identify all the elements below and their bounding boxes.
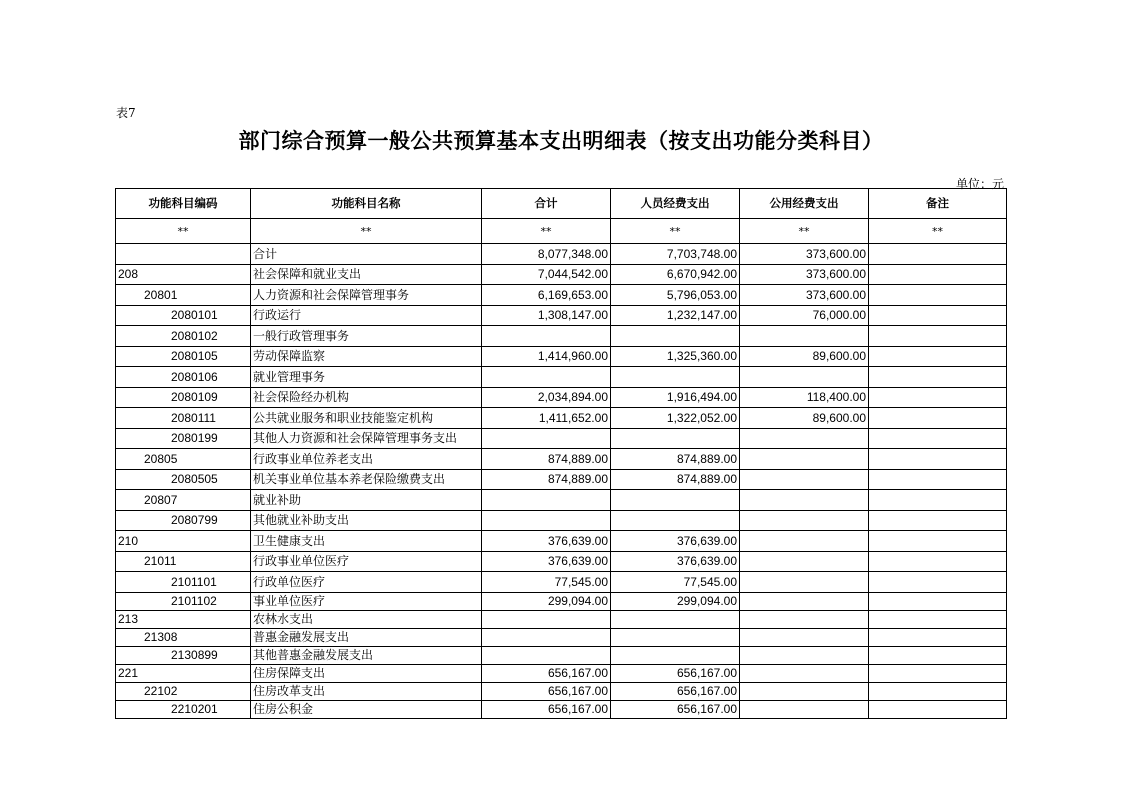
code-cell: 21011 xyxy=(116,551,251,572)
personnel-cell: 376,639.00 xyxy=(611,531,740,552)
total-cell xyxy=(482,367,611,388)
remarks-cell xyxy=(869,244,1007,265)
code-cell: 2080199 xyxy=(116,428,251,449)
header-personnel: 人员经费支出 xyxy=(611,189,740,219)
code-cell: 2080101 xyxy=(116,305,251,326)
total-cell xyxy=(482,610,611,628)
personnel-cell: 1,916,494.00 xyxy=(611,387,740,408)
personnel-cell: 1,325,360.00 xyxy=(611,346,740,367)
table-row xyxy=(116,628,1007,646)
name-cell: 行政事业单位养老支出 xyxy=(251,449,482,470)
name-cell: 社会保险经办机构 xyxy=(251,387,482,408)
table-row xyxy=(116,428,1007,449)
code-cell: 2080799 xyxy=(116,510,251,531)
budget-table xyxy=(115,188,1007,719)
total-cell xyxy=(482,428,611,449)
table-number: 表7 xyxy=(116,106,136,120)
public-cell xyxy=(740,610,869,628)
name-cell: 住房公积金 xyxy=(251,700,482,718)
table-row xyxy=(116,682,1007,700)
table-row xyxy=(116,326,1007,347)
personnel-cell: 299,094.00 xyxy=(611,592,740,610)
code-cell: 2080105 xyxy=(116,346,251,367)
code-cell: 2080106 xyxy=(116,367,251,388)
remarks-cell xyxy=(869,490,1007,511)
total-cell: 2,034,894.00 xyxy=(482,387,611,408)
personnel-cell xyxy=(611,490,740,511)
total-cell: 1,411,652.00 xyxy=(482,408,611,429)
total-cell: 77,545.00 xyxy=(482,572,611,593)
code-cell: 210 xyxy=(116,531,251,552)
placeholder-cell: ** xyxy=(482,219,611,244)
code-cell: 2080505 xyxy=(116,469,251,490)
name-cell: 公共就业服务和职业技能鉴定机构 xyxy=(251,408,482,429)
name-cell: 行政运行 xyxy=(251,305,482,326)
name-cell: 人力资源和社会保障管理事务 xyxy=(251,285,482,306)
remarks-cell xyxy=(869,646,1007,664)
table-row xyxy=(116,408,1007,429)
total-cell: 656,167.00 xyxy=(482,682,611,700)
remarks-cell xyxy=(869,469,1007,490)
remarks-cell xyxy=(869,264,1007,285)
public-cell xyxy=(740,682,869,700)
name-cell: 一般行政管理事务 xyxy=(251,326,482,347)
public-cell xyxy=(740,469,869,490)
code-cell: 21308 xyxy=(116,628,251,646)
remarks-cell xyxy=(869,305,1007,326)
table-row xyxy=(116,700,1007,718)
total-cell xyxy=(482,646,611,664)
code-cell: 2080109 xyxy=(116,387,251,408)
total-cell: 8,077,348.00 xyxy=(482,244,611,265)
total-cell: 656,167.00 xyxy=(482,664,611,682)
name-cell: 事业单位医疗 xyxy=(251,592,482,610)
personnel-cell xyxy=(611,428,740,449)
personnel-cell: 6,670,942.00 xyxy=(611,264,740,285)
total-cell: 376,639.00 xyxy=(482,551,611,572)
table-row xyxy=(116,531,1007,552)
remarks-cell xyxy=(869,700,1007,718)
table-row xyxy=(116,285,1007,306)
public-cell: 373,600.00 xyxy=(740,244,869,265)
header-code: 功能科目编码 xyxy=(116,189,251,219)
name-cell: 住房改革支出 xyxy=(251,682,482,700)
public-cell xyxy=(740,490,869,511)
public-cell xyxy=(740,628,869,646)
public-cell xyxy=(740,428,869,449)
code-cell: 213 xyxy=(116,610,251,628)
remarks-cell xyxy=(869,326,1007,347)
total-cell: 1,308,147.00 xyxy=(482,305,611,326)
personnel-cell: 656,167.00 xyxy=(611,682,740,700)
public-cell xyxy=(740,646,869,664)
table-row xyxy=(116,490,1007,511)
code-cell: 2101102 xyxy=(116,592,251,610)
header-total: 合计 xyxy=(482,189,611,219)
personnel-cell xyxy=(611,326,740,347)
name-cell: 就业管理事务 xyxy=(251,367,482,388)
table-row xyxy=(116,305,1007,326)
public-cell xyxy=(740,326,869,347)
header-name: 功能科目名称 xyxy=(251,189,482,219)
table-row xyxy=(116,592,1007,610)
personnel-cell: 7,703,748.00 xyxy=(611,244,740,265)
public-cell xyxy=(740,572,869,593)
remarks-cell xyxy=(869,551,1007,572)
name-cell: 其他普惠金融发展支出 xyxy=(251,646,482,664)
remarks-cell xyxy=(869,592,1007,610)
name-cell: 普惠金融发展支出 xyxy=(251,628,482,646)
table-row xyxy=(116,510,1007,531)
total-cell: 874,889.00 xyxy=(482,449,611,470)
personnel-cell xyxy=(611,628,740,646)
public-cell: 118,400.00 xyxy=(740,387,869,408)
remarks-cell xyxy=(869,387,1007,408)
personnel-cell: 656,167.00 xyxy=(611,700,740,718)
name-cell: 行政事业单位医疗 xyxy=(251,551,482,572)
total-cell: 1,414,960.00 xyxy=(482,346,611,367)
personnel-cell xyxy=(611,367,740,388)
table-row xyxy=(116,346,1007,367)
name-cell: 农林水支出 xyxy=(251,610,482,628)
name-cell: 其他就业补助支出 xyxy=(251,510,482,531)
remarks-cell xyxy=(869,510,1007,531)
name-cell: 就业补助 xyxy=(251,490,482,511)
total-cell: 376,639.00 xyxy=(482,531,611,552)
name-cell: 其他人力资源和社会保障管理事务支出 xyxy=(251,428,482,449)
code-cell: 221 xyxy=(116,664,251,682)
header-row xyxy=(116,189,1007,219)
code-cell: 20801 xyxy=(116,285,251,306)
code-cell xyxy=(116,244,251,265)
remarks-cell xyxy=(869,449,1007,470)
total-cell: 6,169,653.00 xyxy=(482,285,611,306)
total-cell xyxy=(482,490,611,511)
public-cell: 89,600.00 xyxy=(740,408,869,429)
remarks-cell xyxy=(869,572,1007,593)
table-row xyxy=(116,244,1007,265)
table-row xyxy=(116,551,1007,572)
name-cell: 机关事业单位基本养老保险缴费支出 xyxy=(251,469,482,490)
public-cell xyxy=(740,449,869,470)
public-cell: 373,600.00 xyxy=(740,264,869,285)
remarks-cell xyxy=(869,664,1007,682)
name-cell: 行政单位医疗 xyxy=(251,572,482,593)
placeholder-row xyxy=(116,219,1007,244)
public-cell xyxy=(740,592,869,610)
personnel-cell xyxy=(611,510,740,531)
remarks-cell xyxy=(869,428,1007,449)
remarks-cell xyxy=(869,367,1007,388)
remarks-cell xyxy=(869,628,1007,646)
table-row xyxy=(116,646,1007,664)
public-cell: 373,600.00 xyxy=(740,285,869,306)
remarks-cell xyxy=(869,346,1007,367)
total-cell xyxy=(482,510,611,531)
name-cell: 合计 xyxy=(251,244,482,265)
code-cell: 2101101 xyxy=(116,572,251,593)
remarks-cell xyxy=(869,408,1007,429)
table-row xyxy=(116,572,1007,593)
total-cell xyxy=(482,628,611,646)
header-remarks: 备注 xyxy=(869,189,1007,219)
placeholder-cell: ** xyxy=(251,219,482,244)
table-row xyxy=(116,387,1007,408)
code-cell: 2210201 xyxy=(116,700,251,718)
remarks-cell xyxy=(869,285,1007,306)
public-cell xyxy=(740,700,869,718)
total-cell: 874,889.00 xyxy=(482,469,611,490)
code-cell: 2080111 xyxy=(116,408,251,429)
total-cell: 299,094.00 xyxy=(482,592,611,610)
personnel-cell: 1,322,052.00 xyxy=(611,408,740,429)
public-cell: 89,600.00 xyxy=(740,346,869,367)
unit-label: 单位：元 xyxy=(955,177,1004,191)
table-row xyxy=(116,469,1007,490)
personnel-cell: 77,545.00 xyxy=(611,572,740,593)
remarks-cell xyxy=(869,682,1007,700)
placeholder-cell: ** xyxy=(116,219,251,244)
code-cell: 20805 xyxy=(116,449,251,470)
total-cell: 656,167.00 xyxy=(482,700,611,718)
code-cell: 22102 xyxy=(116,682,251,700)
personnel-cell: 874,889.00 xyxy=(611,469,740,490)
remarks-cell xyxy=(869,531,1007,552)
personnel-cell: 1,232,147.00 xyxy=(611,305,740,326)
table-row xyxy=(116,449,1007,470)
remarks-cell xyxy=(869,610,1007,628)
table-row xyxy=(116,610,1007,628)
table-row xyxy=(116,664,1007,682)
public-cell: 76,000.00 xyxy=(740,305,869,326)
total-cell: 7,044,542.00 xyxy=(482,264,611,285)
code-cell: 20807 xyxy=(116,490,251,511)
placeholder-cell: ** xyxy=(740,219,869,244)
name-cell: 住房保障支出 xyxy=(251,664,482,682)
personnel-cell: 376,639.00 xyxy=(611,551,740,572)
public-cell xyxy=(740,551,869,572)
public-cell xyxy=(740,510,869,531)
placeholder-cell: ** xyxy=(869,219,1007,244)
header-public: 公用经费支出 xyxy=(740,189,869,219)
personnel-cell: 874,889.00 xyxy=(611,449,740,470)
personnel-cell: 656,167.00 xyxy=(611,664,740,682)
name-cell: 卫生健康支出 xyxy=(251,531,482,552)
public-cell xyxy=(740,367,869,388)
personnel-cell xyxy=(611,646,740,664)
placeholder-cell: ** xyxy=(611,219,740,244)
code-cell: 208 xyxy=(116,264,251,285)
public-cell xyxy=(740,664,869,682)
personnel-cell: 5,796,053.00 xyxy=(611,285,740,306)
code-cell: 2080102 xyxy=(116,326,251,347)
page-title: 部门综合预算一般公共预算基本支出明细表（按支出功能分类科目） xyxy=(238,129,884,153)
code-cell: 2130899 xyxy=(116,646,251,664)
public-cell xyxy=(740,531,869,552)
personnel-cell xyxy=(611,610,740,628)
name-cell: 社会保障和就业支出 xyxy=(251,264,482,285)
table-row xyxy=(116,367,1007,388)
name-cell: 劳动保障监察 xyxy=(251,346,482,367)
total-cell xyxy=(482,326,611,347)
table-row xyxy=(116,264,1007,285)
